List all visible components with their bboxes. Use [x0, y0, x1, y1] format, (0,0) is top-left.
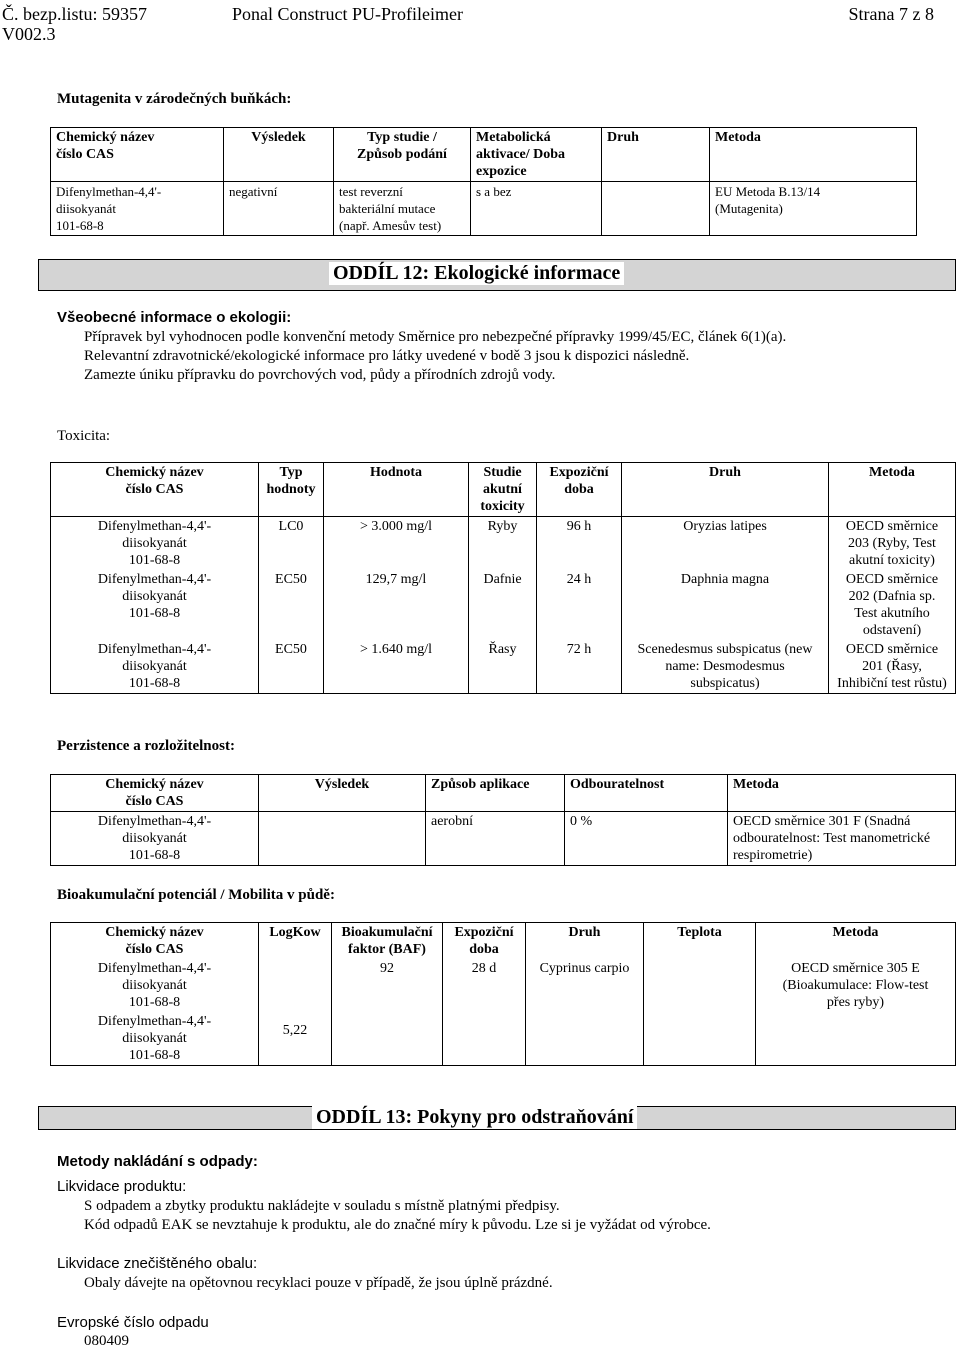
toxicity-title: Toxicita:	[57, 428, 111, 444]
col-header: Expoziční doba	[443, 923, 526, 960]
col-header: Metoda	[710, 128, 917, 182]
table-cell: OECD směrnice 301 F (Snadná odbouratelnost: Test manometrické respirometrie)	[728, 812, 956, 866]
section-13-title: ODDÍL 13: Pokyny pro odstraňování	[312, 1106, 637, 1129]
packaging-disposal-text: Obaly dávejte na opětovnou recyklaci pouze v případě, že jsou úplně prázdné.	[84, 1275, 553, 1291]
text-line: Relevantní zdravotnické/ekologické informace pro látky uvedené v bodě 3 jsou k dispozici následně.	[84, 348, 690, 364]
table-cell: Difenylmethan-4,4'- diisokyanát 101-68-8	[51, 517, 259, 571]
table-cell	[259, 812, 426, 866]
product-disposal-text	[84, 1197, 711, 1235]
table-cell: negativní	[224, 182, 334, 236]
table-cell: Difenylmethan-4,4'- diisokyanát 101-68-8	[51, 570, 259, 640]
table-cell: Difenylmethan-4,4'- diisokyanát 101-68-8	[51, 1012, 259, 1066]
product-name: Ponal Construct PU-Profileimer	[232, 4, 463, 24]
table-cell	[443, 1012, 526, 1066]
table-row	[51, 517, 956, 571]
waste-methods-title: Metody nakládání s odpady:	[57, 1153, 258, 1170]
col-header: Výsledek	[259, 775, 426, 812]
col-header: Typ hodnoty	[259, 463, 324, 517]
table-cell	[526, 1012, 644, 1066]
table-cell: > 1.640 mg/l	[324, 640, 469, 694]
col-header: Chemický název číslo CAS	[51, 128, 224, 182]
sheet-number: Č. bezp.listu: 59357	[2, 4, 147, 24]
text-line: Přípravek byl vyhodnocen podle konvenční metody Směrnice pro nebezpečné přípravky 1999/45/EC, článek 6(1)(a).	[84, 329, 787, 345]
col-header: Metoda	[756, 923, 956, 960]
bioaccumulation-title: Bioakumulační potenciál / Mobilita v půdě:	[57, 887, 335, 903]
table-row	[51, 812, 956, 866]
table-row	[51, 959, 956, 1012]
table-cell: s a bez	[471, 182, 602, 236]
col-header: Teplota	[644, 923, 756, 960]
bioaccumulation-table	[50, 922, 956, 1066]
table-cell: Ryby	[469, 517, 537, 571]
table-cell: 24 h	[537, 570, 622, 640]
table-row	[51, 640, 956, 694]
table-cell: OECD směrnice 202 (Dafnia sp. Test akutního odstavení)	[829, 570, 956, 640]
mutagenicity-title: Mutagenita v zárodečných buňkách:	[57, 91, 292, 107]
eu-waste-code-label: Evropské číslo odpadu	[57, 1314, 209, 1331]
col-header: Výsledek	[224, 128, 334, 182]
col-header: Druh	[622, 463, 829, 517]
table-cell	[756, 1012, 956, 1066]
table-cell: test reverzní bakteriální mutace (např. Amesův test)	[334, 182, 471, 236]
version: V002.3	[2, 24, 56, 44]
page-number: Strana 7 z 8	[848, 4, 934, 24]
col-header: Druh	[602, 128, 710, 182]
table-cell: Scenedesmus subspicatus (new name: Desmodesmus subspicatus)	[622, 640, 829, 694]
col-header: Metabolická aktivace/ Doba expozice	[471, 128, 602, 182]
table-cell: OECD směrnice 305 E (Bioakumulace: Flow-test přes ryby)	[756, 959, 956, 1012]
col-header: Chemický název číslo CAS	[51, 923, 259, 960]
ecology-general-text	[84, 328, 786, 385]
col-header: Druh	[526, 923, 644, 960]
table-cell: EC50	[259, 570, 324, 640]
table-cell	[259, 959, 332, 1012]
table-cell: Řasy	[469, 640, 537, 694]
col-header: Bioakumulační faktor (BAF)	[332, 923, 443, 960]
ecology-general-title: Všeobecné informace o ekologii:	[57, 309, 292, 326]
table-cell: Daphnia magna	[622, 570, 829, 640]
table-cell: 5,22	[259, 1012, 332, 1066]
eu-waste-code: 080409	[84, 1333, 129, 1349]
table-cell: Oryzias latipes	[622, 517, 829, 571]
table-cell: 0 %	[565, 812, 728, 866]
text-line: S odpadem a zbytky produktu nakládejte v souladu s místně platnými předpisy.	[84, 1198, 560, 1214]
col-header: LogKow	[259, 923, 332, 960]
table-cell: EC50	[259, 640, 324, 694]
table-cell: 72 h	[537, 640, 622, 694]
table-header-row	[51, 775, 956, 812]
table-cell: LC0	[259, 517, 324, 571]
table-header-row	[51, 463, 956, 517]
table-cell: OECD směrnice 203 (Ryby, Test akutní toxicity)	[829, 517, 956, 571]
col-header: Expoziční doba	[537, 463, 622, 517]
table-cell: 92	[332, 959, 443, 1012]
table-row	[51, 182, 917, 236]
table-row	[51, 570, 956, 640]
persistence-table	[50, 774, 956, 866]
table-cell: Difenylmethan-4,4'- diisokyanát 101-68-8	[51, 640, 259, 694]
table-cell: Difenylmethan-4,4'- diisokyanát 101-68-8	[51, 959, 259, 1012]
table-cell: Difenylmethan-4,4'- diisokyanát 101-68-8	[51, 182, 224, 236]
col-header: Hodnota	[324, 463, 469, 517]
toxicity-table	[50, 462, 956, 694]
table-cell: Cyprinus carpio	[526, 959, 644, 1012]
text-line: Zamezte úniku přípravku do povrchových vod, půdy a přírodních zdrojů vody.	[84, 367, 556, 383]
persistence-title: Perzistence a rozložitelnost:	[57, 738, 235, 754]
col-header: Způsob aplikace	[426, 775, 565, 812]
table-cell: aerobní	[426, 812, 565, 866]
table-cell: Difenylmethan-4,4'- diisokyanát 101-68-8	[51, 812, 259, 866]
col-header: Metoda	[829, 463, 956, 517]
table-cell	[602, 182, 710, 236]
table-cell	[644, 959, 756, 1012]
table-row	[51, 1012, 956, 1066]
table-cell: 28 d	[443, 959, 526, 1012]
col-header: Studie akutní toxicity	[469, 463, 537, 517]
col-header: Odbouratelnost	[565, 775, 728, 812]
product-disposal-label: Likvidace produktu:	[57, 1178, 187, 1195]
section-12-title: ODDÍL 12: Ekologické informace	[329, 262, 624, 285]
table-header-row	[51, 923, 956, 960]
col-header: Chemický název číslo CAS	[51, 775, 259, 812]
table-cell: > 3.000 mg/l	[324, 517, 469, 571]
col-header: Metoda	[728, 775, 956, 812]
table-cell: Dafnie	[469, 570, 537, 640]
text-line: Kód odpadů EAK se nevztahuje k produktu, ale do značné míry k původu. Lze si je vyžádat od výrobce.	[84, 1217, 711, 1233]
table-cell: OECD směrnice 201 (Řasy, Inhibiční test růstu)	[829, 640, 956, 694]
table-cell	[332, 1012, 443, 1066]
table-cell: 96 h	[537, 517, 622, 571]
col-header: Typ studie / Způsob podání	[334, 128, 471, 182]
table-cell: 129,7 mg/l	[324, 570, 469, 640]
table-cell	[644, 1012, 756, 1066]
packaging-disposal-label: Likvidace znečištěného obalu:	[57, 1255, 258, 1272]
mutagenicity-table	[50, 127, 917, 236]
table-header-row	[51, 128, 917, 182]
col-header: Chemický název číslo CAS	[51, 463, 259, 517]
table-cell: EU Metoda B.13/14 (Mutagenita)	[710, 182, 917, 236]
